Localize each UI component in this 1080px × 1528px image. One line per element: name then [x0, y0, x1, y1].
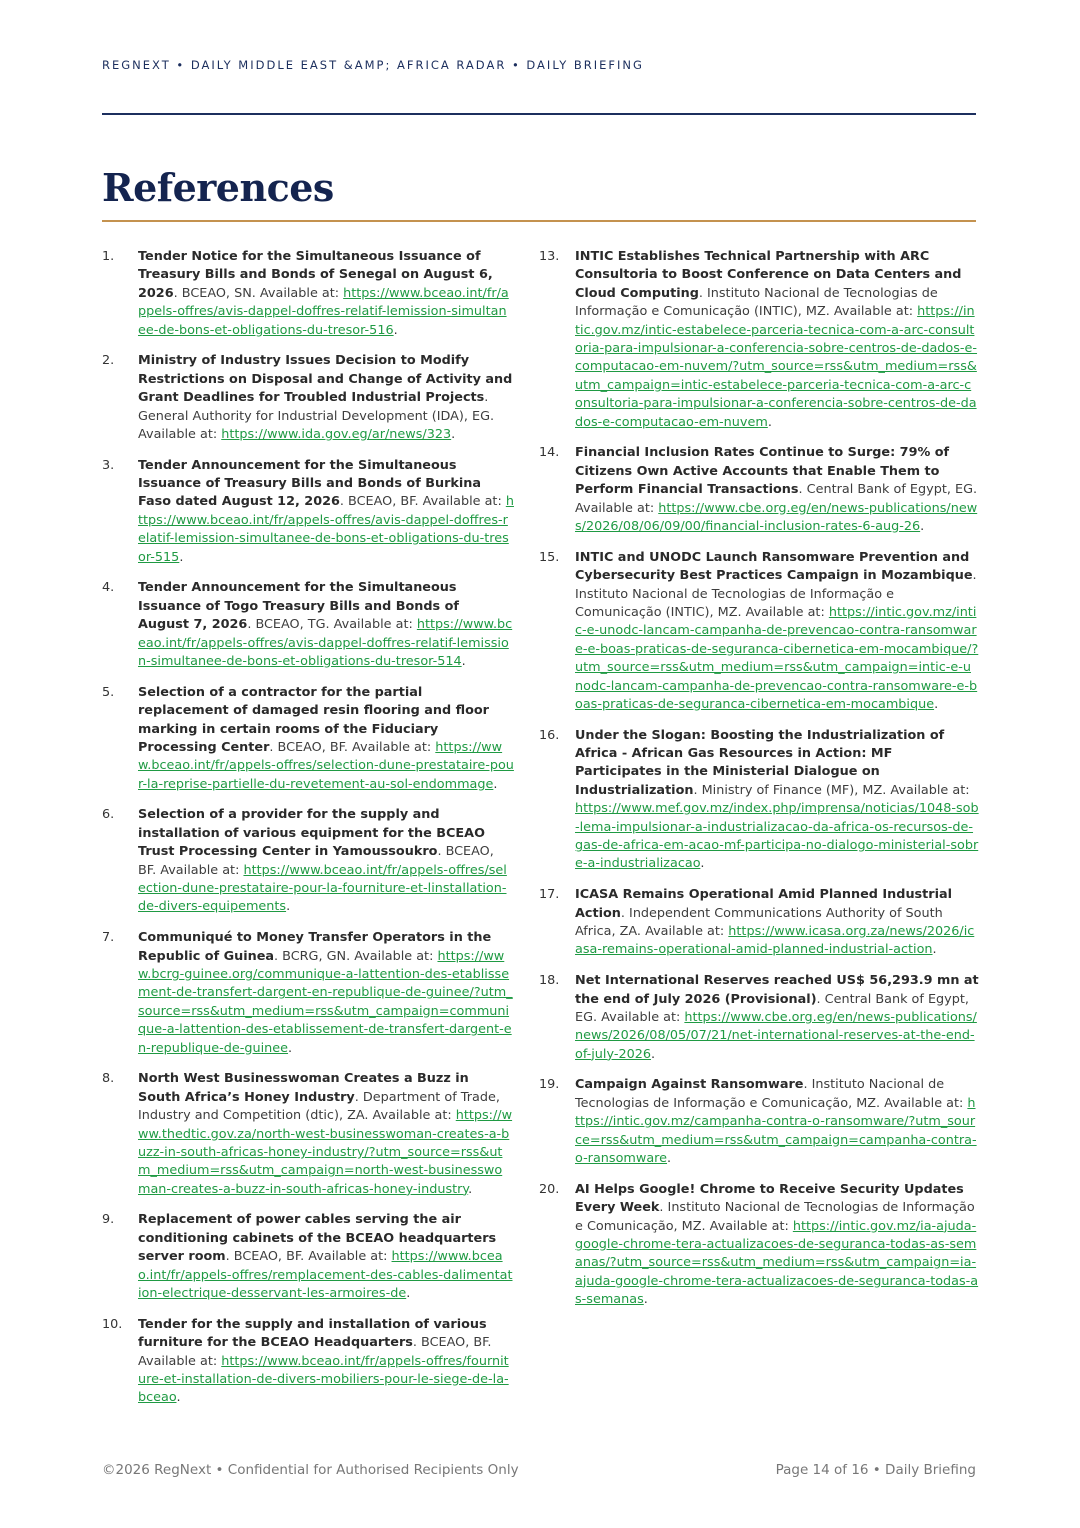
reference-item: 8. North West Businesswoman Creates a Buzz in South Africa’s Honey Industry. Department of Trade, Industry and Competition (dtic), ZA. Available at: https://www.thedtic.gov.za/north-west-businesswoman-creates-a-buzz-in-south-africas-honey-industry/?utm_source=rss&utm_medium=rss&utm_campaign=north-west-businesswoman-creates-a-buzz-in-south-africas-honey-industry.	[102, 1071, 513, 1197]
reference-item: 13. INTIC Establishes Technical Partnership with ARC Consultoria to Boost Conference on Data Centers and Cloud Computing. Instituto Nacional de Tecnologias de Informação e Comunicação (INTIC), MZ. Available at: https://intic.gov.mz/intic-estabelece-parceria-tecnica-com-a-arc-consultoria-para-impulsionar-a-conferencia-sobre-centros-de-dados-e-computacao-em-nuvem/?utm_source=rss&utm_medium=rss&utm_campaign=intic-estabelece-parceria-tecnica-com-a-arc-consultoria-para-impulsionar-a-conferencia-sobre-centros-de-dados-e-computacao-em-nuvem.	[539, 249, 978, 430]
reference-item: 14. Financial Inclusion Rates Continue to Surge: 79% of Citizens Own Active Accounts that Enable Them to Perform Financial Transactions. Central Bank of Egypt, EG. Available at: https://www.cbe.org.eg/en/news-publications/news/2026/08/06/09/00/financial-inclusion-rates-6-aug-26.	[539, 445, 978, 534]
reference-link[interactable]: https://www.cbe.org.eg/en/news-publications/news/2026/08/05/07/21/net-international-reserves-at-the-end-of-july-2026	[575, 1009, 977, 1062]
reference-number: 5.	[102, 684, 115, 700]
reference-source: . Instituto Nacional de Tecnologias de Informação e Comunicação (INTIC), MZ. Available at:	[575, 568, 977, 620]
reference-title: Tender for the supply and installation of various furniture for the BCEAO Headquarters	[138, 1316, 487, 1351]
reference-title: Ministry of Industry Issues Decision to Modify Restrictions on Disposal and Change of Activity and Grant Deadlines for Troubled Industrial Projects	[138, 353, 513, 406]
reference-link[interactable]: https://intic.gov.mz/ia-ajuda-google-chrome-tera-actualizacoes-de-seguranca-todas-as-semanas/?utm_source=rss&utm_medium=rss&utm_campaign=ia-ajuda-google-chrome-tera-actualizacoes-de-seguranca-todas-as-semanas	[575, 1218, 979, 1308]
reference-title: Tender Announcement for the Simultaneous Issuance of Togo Treasury Bills and Bonds of August 7, 2026	[138, 580, 459, 633]
reference-link[interactable]: https://www.icasa.org.za/news/2026/icasa-remains-operational-amid-planned-industrial-action	[575, 924, 975, 958]
reference-item: 1. Tender Notice for the Simultaneous Issuance of Treasury Bills and Bonds of Senegal on August 6, 2026. BCEAO, SN. Available at: https://www.bceao.int/fr/appels-offres/avis-dappel-doffres-relatif-lemission-simultanee-de-bons-et-obligations-du-tresor-516.	[102, 249, 509, 338]
reference-link[interactable]: https://www.mef.gov.mz/index.php/imprensa/noticias/1048-sob-lema-impulsionar-a-industrializacao-da-africa-os-recursos-de-gas-de-africa-em-acao-mf-participa-no-dialogo-ministerial-sobre-a-industrializacao	[575, 801, 979, 872]
reference-item: 19. Campaign Against Ransomware. Instituto Nacional de Tecnologias de Informação e Comunicação, MZ. Available at: https://intic.gov.mz/campanha-contra-o-ransomware/?utm_source=rss&utm_medium=rss&utm_campaign=campanha-contra-o-ransomware.	[539, 1077, 977, 1167]
reference-source: . BCEAO, SN. Available at:	[173, 285, 344, 301]
reference-item: 17. ICASA Remains Operational Amid Planned Industrial Action. Independent Communications Authority of South Africa, ZA. Available at: https://www.icasa.org.za/news/2026/icasa-remains-operational-amid-planned-industrial-action.	[539, 887, 975, 958]
reference-link[interactable]: https://www.cbe.org.eg/en/news-publications/news/2026/08/06/09/00/financial-inclusion-rates-6-aug-26	[575, 500, 978, 534]
reference-number: 16.	[539, 727, 560, 743]
reference-title: Communiqué to Money Transfer Operators in the Republic of Guinea	[138, 930, 492, 964]
reference-item: 16. Under the Slogan: Boosting the Industrialization of Africa - African Gas Resources in Action: MF Participates in the Ministerial Dialogue on Industrialization. Ministry of Finance (MF), MZ. Available at: https://www.mef.gov.mz/index.php/imprensa/noticias/1048-sob-lema-impulsionar-a-industrializacao-da-africa-os-recursos-de-gas-de-africa-em-acao-mf-participa-no-dialogo-ministerial-sobre-a-industrializacao.	[539, 727, 979, 872]
reference-link[interactable]: https://www.bceao.int/fr/appels-offres/avis-dappel-doffres-relatif-lemission-simultanee-de-bons-et-obligations-du-tresor-514	[138, 617, 513, 670]
reference-title: Replacement of power cables serving the air conditioning cabinets of the BCEAO headquarters server room	[138, 1212, 497, 1265]
reference-link[interactable]: https://www.ida.gov.eg/ar/news/323	[221, 426, 452, 442]
reference-source: . BCEAO, BF. Available at:	[339, 494, 506, 510]
reference-link[interactable]: https://www.bceao.int/fr/appels-offres/avis-dappel-doffres-relatif-lemission-simultanee-de-bons-et-obligations-du-tresor-515	[138, 494, 514, 565]
reference-title: Net International Reserves reached US$ 56,293.9 mn at the end of July 2026 (Provisional)	[575, 973, 979, 1007]
reference-source: . Central Bank of Egypt, EG. Available at:	[575, 482, 978, 516]
reference-source: . Instituto Nacional de Tecnologias de Informação e Comunicação (INTIC), MZ. Available at:	[575, 285, 938, 320]
reference-title: Tender Announcement for the Simultaneous Issuance of Treasury Bills and Bonds of Burkina Faso dated August 12, 2026	[138, 457, 482, 510]
reference-source: . BCEAO, BF. Available at:	[138, 844, 494, 878]
reference-source: . Instituto Nacional de Tecnologias de Informação e Comunicação, MZ. Available at:	[575, 1077, 968, 1111]
reference-number: 7.	[102, 930, 115, 946]
reference-link[interactable]: https://www.bceao.int/fr/appels-offres/selection-dune-prestataire-pour-la-fourniture-et-linstallation-de-divers-equipements	[138, 862, 507, 915]
reference-link[interactable]: https://www.thedtic.gov.za/north-west-businesswoman-creates-a-buzz-in-south-africas-honey-industry/?utm_source=rss&utm_medium=rss&utm_campaign=north-west-businesswoman-creates-a-buzz-in-south-africas-honey-industry	[138, 1108, 513, 1197]
reference-link[interactable]: https://www.bcrg-guinee.org/communique-a-lattention-des-etablissement-de-transfert-dargent-en-republique-de-guinee/?utm_source=rss&utm_medium=rss&utm_campaign=communique-a-lattention-des-etablissement-de-transfert-dargent-en-republique-de-guinee	[138, 948, 513, 1056]
reference-link[interactable]: https://intic.gov.mz/intic-e-unodc-lancam-campanha-de-prevencao-contra-ransomware-e-boas-praticas-de-seguranca-cibernetica-em-mocambique/?utm_source=rss&utm_medium=rss&utm_campaign=intic-e-unodc-lancam-campanha-de-prevencao-contra-ransomware-e-boas-praticas-de-seguranca-cibernetica-em-mocambique	[575, 604, 979, 712]
reference-source: . BCEAO, BF. Available at:	[225, 1249, 392, 1265]
reference-number: 13.	[539, 249, 560, 264]
reference-number: 17.	[539, 887, 560, 903]
reference-source: . BCEAO, BF. Available at:	[138, 1335, 492, 1369]
reference-title: INTIC Establishes Technical Partnership with ARC Consultoria to Boost Conference on Data Centers and Cloud Computing	[575, 249, 962, 301]
reference-item: 5. Selection of a contractor for the partial replacement of damaged resin flooring and floor marking in certain rooms of the Fiduciary Processing Center. BCEAO, BF. Available at: https://www.bceao.int/fr/appels-offres/selection-dune-prestataire-pour-la-reprise-partielle-du-revetement-au-sol-endommage.	[102, 684, 514, 792]
reference-title: Financial Inclusion Rates Continue to Surge: 79% of Citizens Own Active Accounts that Enable Them to Perform Financial Transactions	[575, 445, 950, 498]
reference-link[interactable]: https://www.bceao.int/fr/appels-offres/fourniture-et-installation-de-divers-mobiliers-pour-le-siege-de-la-bceao	[138, 1353, 509, 1406]
reference-title: INTIC and UNODC Launch Ransomware Prevention and Cybersecurity Best Practices Campaign in Mozambique	[575, 549, 973, 584]
reference-title: Campaign Against Ransomware	[575, 1077, 804, 1093]
reference-number: 20.	[539, 1181, 560, 1197]
reference-item: 15. INTIC and UNODC Launch Ransomware Prevention and Cybersecurity Best Practices Campaign in Mozambique. Instituto Nacional de Tecnologias de Informação e Comunicação (INTIC), MZ. Available at: https://intic.gov.mz/intic-e-unodc-lancam-campanha-de-prevencao-contra-ransomware-e-boas-praticas-de-seguranca-cibernetica-em-mocambique/?utm_source=rss&utm_medium=rss&utm_campaign=intic-e-unodc-lancam-campanha-de-prevencao-contra-ransomware-e-boas-praticas-de-seguranca-cibernetica-em-mocambique.	[539, 549, 979, 712]
reference-number: 6.	[102, 807, 115, 823]
reference-item: 10. Tender for the supply and installation of various furniture for the BCEAO Headquarters. BCEAO, BF. Available at: https://www.bceao.int/fr/appels-offres/fourniture-et-installation-de-divers-mobiliers-pour-le-siege-de-la-bceao.	[102, 1316, 509, 1406]
reference-number: 3.	[102, 457, 115, 473]
reference-item: 2. Ministry of Industry Issues Decision to Modify Restrictions on Disposal and Change of Activity and Grant Deadlines for Troubled Industrial Projects. General Authority for Industrial Development (IDA), EG. Available at: https://www.ida.gov.eg/ar/news/323.	[102, 353, 513, 442]
reference-list-right	[539, 248, 979, 1310]
page-title: References	[102, 165, 334, 210]
reference-title: Selection of a contractor for the partial replacement of damaged resin flooring and floor marking in certain rooms of the Fiduciary Processing Center	[138, 684, 489, 755]
title-divider	[102, 220, 976, 222]
reference-source: . BCRG, GN. Available at:	[274, 948, 438, 964]
reference-source: . Department of Trade, Industry and Competition (dtic), ZA. Available at:	[138, 1089, 500, 1124]
reference-number: 9.	[102, 1212, 115, 1228]
reference-item: 4. Tender Announcement for the Simultaneous Issuance of Togo Treasury Bills and Bonds of August 7, 2026. BCEAO, TG. Available at: https://www.bceao.int/fr/appels-offres/avis-dappel-doffres-relatif-lemission-simultanee-de-bons-et-obligations-du-tresor-514.	[102, 580, 513, 670]
reference-list-left	[102, 248, 514, 1408]
reference-source: . BCEAO, BF. Available at:	[269, 739, 436, 755]
reference-link[interactable]: https://www.bceao.int/fr/appels-offres/remplacement-des-cables-dalimentation-electrique-desservant-les-armoires-de	[138, 1249, 513, 1302]
reference-title: North West Businesswoman Creates a Buzz in South Africa’s Honey Industry	[138, 1071, 469, 1105]
references-column-right	[539, 248, 979, 1322]
footer-copyright: ©2026 RegNext • Confidential for Authorised Recipients Only	[102, 1462, 519, 1478]
reference-item: 6. Selection of a provider for the supply and installation of various equipment for the BCEAO Trust Processing Center in Yamoussoukro. BCEAO, BF. Available at: https://www.bceao.int/fr/appels-offres/selection-dune-prestataire-pour-la-fourniture-et-linstallation-de-divers-equipements.	[102, 807, 507, 915]
reference-source: . General Authority for Industrial Development (IDA), EG. Available at:	[138, 390, 495, 442]
reference-source: . Ministry of Finance (MF), MZ. Available at:	[693, 782, 970, 798]
reference-source: . Independent Communications Authority of South Africa, ZA. Available at:	[575, 905, 943, 939]
reference-link[interactable]: https://www.bceao.int/fr/appels-offres/selection-dune-prestataire-pour-la-reprise-partielle-du-revetement-au-sol-endommage	[138, 739, 514, 792]
reference-item: 20. AI Helps Google! Chrome to Receive Security Updates Every Week. Instituto Nacional de Tecnologias de Informação e Comunicação, MZ. Available at: https://intic.gov.mz/ia-ajuda-google-chrome-tera-actualizacoes-de-seguranca-todas-as-semanas/?utm_source=rss&utm_medium=rss&utm_campaign=ia-ajuda-google-chrome-tera-actualizacoes-de-seguranca-todas-as-semanas.	[539, 1181, 979, 1308]
reference-link[interactable]: https://www.bceao.int/fr/appels-offres/avis-dappel-doffres-relatif-lemission-simultanee-de-bons-et-obligations-du-tresor-516	[138, 285, 509, 338]
reference-title: ICASA Remains Operational Amid Planned Industrial Action	[575, 887, 953, 921]
reference-number: 14.	[539, 445, 560, 461]
reference-number: 4.	[102, 580, 115, 596]
reference-source: . BCEAO, TG. Available at:	[247, 617, 417, 633]
reference-item: 18. Net International Reserves reached US$ 56,293.9 mn at the end of July 2026 (Provisional). Central Bank of Egypt, EG. Available at: https://www.cbe.org.eg/en/news-publications/news/2026/08/05/07/21/net-international-reserves-at-the-end-of-july-2026.	[539, 973, 979, 1062]
reference-title: AI Helps Google! Chrome to Receive Security Updates Every Week	[575, 1181, 964, 1216]
reference-number: 18.	[539, 973, 560, 989]
reference-title: Tender Notice for the Simultaneous Issuance of Treasury Bills and Bonds of Senegal on August 6, 2026	[138, 249, 493, 301]
footer-page-info: Page 14 of 16 • Daily Briefing	[775, 1462, 976, 1478]
header-divider	[102, 113, 976, 115]
reference-number: 10.	[102, 1316, 123, 1332]
reference-source: . Instituto Nacional de Tecnologias de Informação e Comunicação, MZ. Available at:	[575, 1200, 975, 1234]
reference-number: 19.	[539, 1077, 560, 1093]
running-header: REGNEXT • DAILY MIDDLE EAST &AMP; AFRICA RADAR • DAILY BRIEFING	[102, 58, 644, 72]
reference-number: 8.	[102, 1071, 115, 1087]
reference-link[interactable]: https://intic.gov.mz/campanha-contra-o-ransomware/?utm_source=rss&utm_medium=rss&utm_campaign=campanha-contra-o-ransomware	[575, 1095, 977, 1167]
reference-link[interactable]: https://intic.gov.mz/intic-estabelece-parceria-tecnica-com-a-arc-consultoria-para-impulsionar-a-conferencia-sobre-centros-de-dados-e-computacao-em-nuvem/?utm_source=rss&utm_medium=rss&utm_campaign=intic-estabelece-parceria-tecnica-com-a-arc-consultoria-para-impulsionar-a-conferencia-sobre-centros-de-dados-e-computacao-em-nuvem	[575, 304, 978, 430]
reference-item: 9. Replacement of power cables serving the air conditioning cabinets of the BCEAO headquarters server room. BCEAO, BF. Available at: https://www.bceao.int/fr/appels-offres/remplacement-des-cables-dalimentation-electrique-desservant-les-armoires-de.	[102, 1212, 513, 1302]
reference-item: 7. Communiqué to Money Transfer Operators in the Republic of Guinea. BCRG, GN. Available at: https://www.bcrg-guinee.org/communique-a-lattention-des-etablissement-de-transfert-dargent-en-republique-de-guinee/?utm_source=rss&utm_medium=rss&utm_campaign=communique-a-lattention-des-etablissement-de-transfert-dargent-en-republique-de-guinee.	[102, 930, 513, 1056]
reference-number: 2.	[102, 353, 115, 369]
references-column-left	[102, 248, 514, 1420]
reference-title: Selection of a provider for the supply and installation of various equipment for the BCEAO Trust Processing Center in Yamoussoukro	[138, 807, 485, 860]
reference-number: 1.	[102, 249, 115, 264]
reference-number: 15.	[539, 549, 560, 565]
reference-item: 3. Tender Announcement for the Simultaneous Issuance of Treasury Bills and Bonds of Burkina Faso dated August 12, 2026. BCEAO, BF. Available at: https://www.bceao.int/fr/appels-offres/avis-dappel-doffres-relatif-lemission-simultanee-de-bons-et-obligations-du-tresor-515.	[102, 457, 514, 565]
reference-source: . Central Bank of Egypt, EG. Available at:	[575, 991, 969, 1025]
reference-title: Under the Slogan: Boosting the Industrialization of Africa - African Gas Resources in Action: MF Participates in the Ministerial Dialogue on Industrialization	[575, 727, 945, 798]
